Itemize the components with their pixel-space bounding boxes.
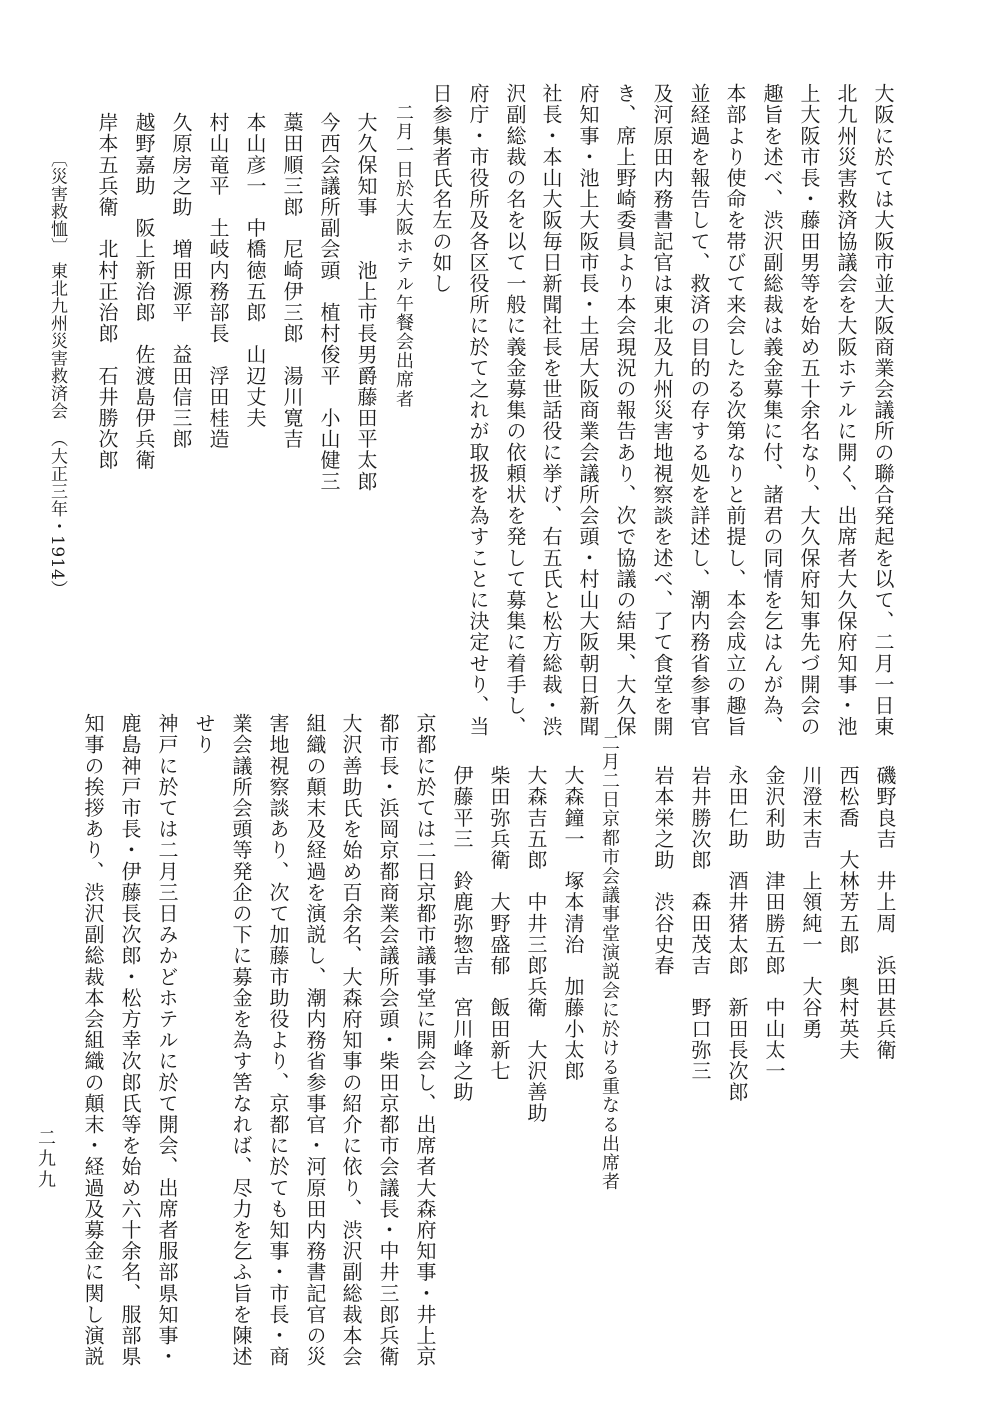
body-line: せり [192,713,216,756]
body-line: 都市長・浜岡京都商業会議所会頭・柴田京都市会議長・中井三郎兵衛 [376,713,400,1368]
body-line: き、席上野崎委員より本会現況の報告あり、次で協議の結果、大久保 [613,83,637,738]
attendee-line: 岸本五兵衛 北村正治郎 石井勝次郎 [95,112,119,471]
body-line: 及河原田内務書記官は東北及九州災害地視察談を述べ、了て食堂を開 [650,83,674,738]
name-line: 永田仁助 酒井猪太郎 新田長次郎 [725,765,749,1103]
footer-org: 東北九州災害救済会 [47,262,67,420]
name-line: 岩井勝次郎 森田茂吉 野口弥三 [688,765,712,1082]
body-line: 趣旨を述べ、渋沢副総裁は義金募集に付、諸君の同情を乞はんが為、 [760,83,784,738]
body-line: 組織の顛末及経過を演説し、潮内務省参事官・河原田内務書記官の災 [303,713,327,1368]
body-line: 北九州災害救済協議会を大阪ホテルに開く、出席者大久保府知事・池 [834,83,858,738]
attendee-line: 越野嘉助 阪上新治郎 佐渡島伊兵衛 [132,112,156,471]
body-line: 知事の挨拶あり、渋沢副総裁本会組織の顛末・経過及募金に関し演説 [81,713,105,1368]
body-line: 京都に於ては二日京都市議事堂に開会し、出席者大森府知事・井上京 [413,713,437,1368]
name-line: 西松喬 大林芳五郎 奥村英夫 [836,765,860,1061]
name-line: 岩本栄之助 渋谷史春 [651,765,675,976]
osaka-heading: 二月一日於大阪ホテル午餐会出席者 [393,103,414,409]
attendee-line: 村山竜平 土岐内務部長 浮田桂造 [206,112,230,450]
name-line: 金沢利助 津田勝五郎 中山太一 [762,765,786,1082]
kyoto-attendee-line: 柴田弥兵衛 大野盛郁 飯田新七 [487,765,511,1082]
kyoto-attendee-line: 大森鐘一 塚本清治 加藤小太郎 [561,765,585,1082]
body-line: 府知事・池上大阪市長・土居大阪商業会議所会頭・村山大阪朝日新聞 [576,83,600,738]
name-line: 川澄末吉 上領純一 大谷勇 [799,765,823,1040]
name-line: 磯野良吉 井上周 浜田甚兵衛 [873,765,897,1061]
body-line: 沢副総裁の名を以て一般に義金募集の依頼状を発して募集に着手し、 [503,83,527,738]
attendee-line: 大久保知事 池上市長男爵藤田平太郎 [354,112,378,492]
body-line: 府庁・市役所及各区役所に於て之れが取扱を為すことに決定せり、当 [466,83,490,738]
body-line: 業会議所会頭等発企の下に募金を為す筈なれば、尽力を乞ふ旨を陳述 [229,713,253,1368]
body-line: 神戸に於ては二月三日みかどホテルに於て開会、出席者服部県知事・ [155,713,179,1368]
footer-year: （大正三年・1914） [47,430,67,598]
body-line: 社長・本山大阪毎日新聞社長を世話役に挙げ、右五氏と松方総裁・渋 [539,83,563,738]
footer-category: 〔災害救恤〕 [47,150,67,255]
body-line: 大阪に於ては大阪市並大阪商業会議所の聯合発起を以て、二月一日東 [871,83,895,738]
page-number: 二九九 [35,1128,56,1191]
body-line: 上大阪市長・藤田男等を始め五十余名なり、大久保府知事先づ開会の [797,83,821,738]
kyoto-attendee-line: 大森吉五郎 中井三郎兵衛 大沢善助 [524,765,548,1124]
kyoto-attendee-line: 伊藤平三 鈴鹿弥惣吉 宮川峰之助 [450,765,474,1103]
body-line: 害地視察談あり、次て加藤市助役より、京都に於ても知事・市長・商 [266,713,290,1368]
body-line: 本部より使命を帯びて来会したる次第なりと前提し、本会成立の趣旨 [723,83,747,738]
body-line: 大沢善助氏を始め百余名、大森府知事の紹介に依り、渋沢副総裁本会 [339,713,363,1368]
body-line: 鹿島神戸市長・伊藤長次郎・松方幸次郎氏等を始め六十余名、服部県 [118,713,142,1368]
kyoto-heading: 二月二日京都市会議事堂演説会に於ける重なる出席者 [599,733,620,1192]
body-line: 日参集者氏名左の如し [429,83,453,294]
attendee-line: 今西会議所副会頭 植村俊平 小山健三 [317,112,341,492]
attendee-line: 藁田順三郎 尼崎伊三郎 湯川寛吉 [280,112,304,450]
attendee-line: 本山彦一 中橋徳五郎 山辺丈夫 [243,112,267,429]
body-line: 並経過を報告して、救済の目的の存する処を詳述し、潮内務省参事官 [687,83,711,738]
attendee-line: 久原房之助 増田源平 益田信三郎 [169,112,193,450]
